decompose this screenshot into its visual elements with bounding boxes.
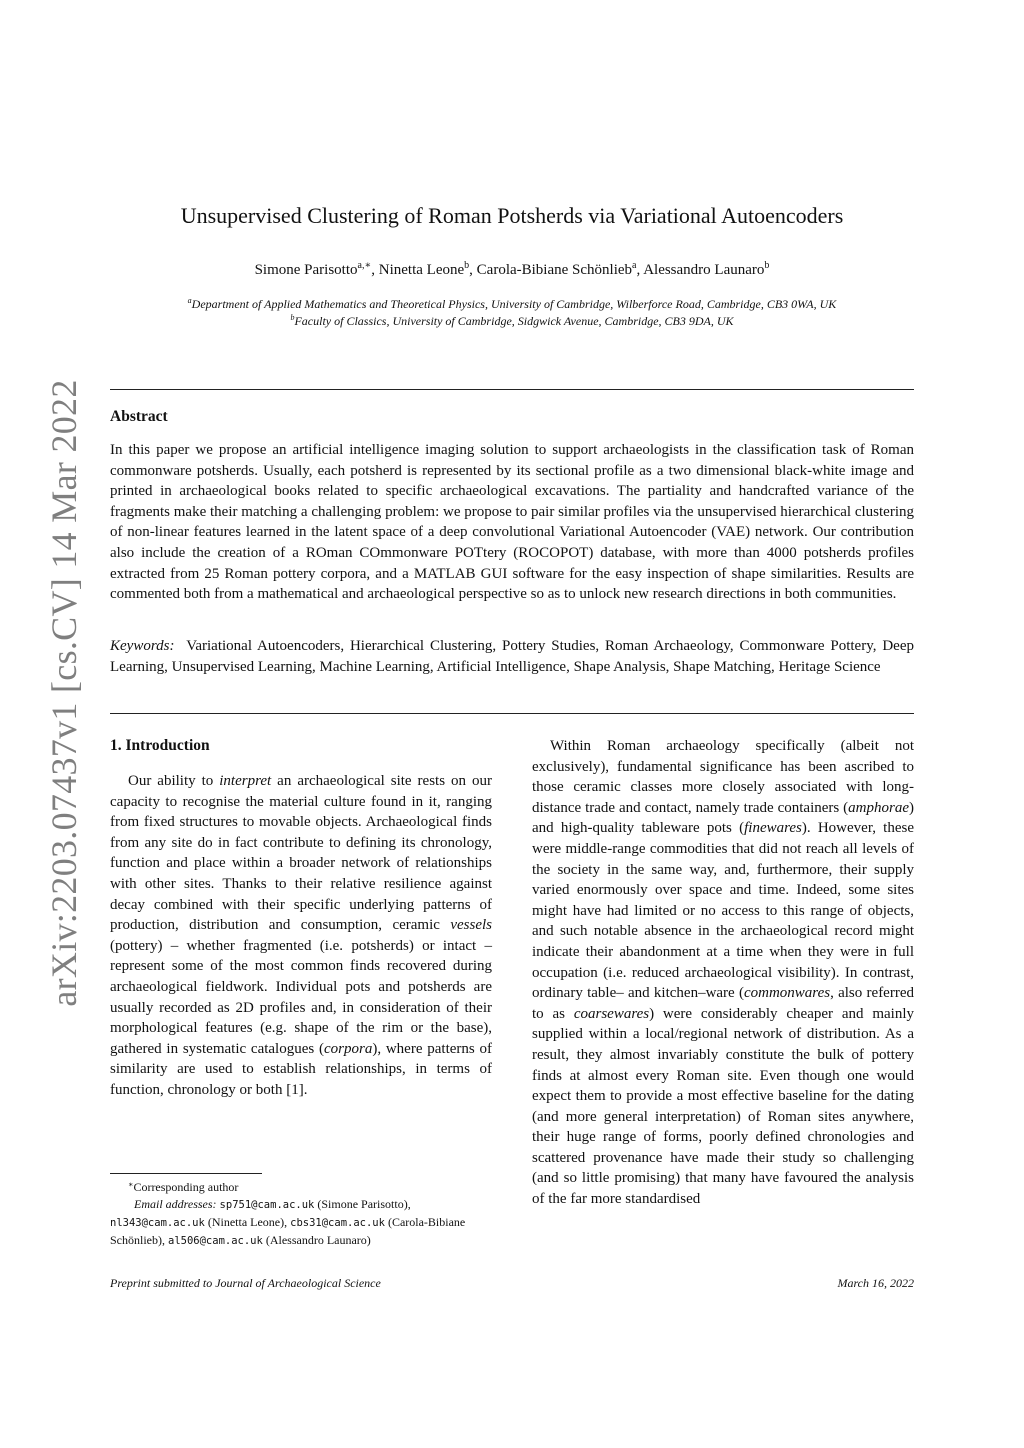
arxiv-stamp-text: arXiv:2203.07437v1 [cs.CV] 14 Mar 2022	[44, 379, 84, 1007]
affiliation-mark: b	[290, 313, 295, 322]
text-run: Within Roman archaeology specifically (albeit not exclusively), fundamental significance has been ascribed to those ceramic classes more closely associated with long-distance trade and contact, namely trade containers (	[532, 738, 914, 816]
keywords-text: Variational Autoencoders, Hierarchical Clustering, Pottery Studies, Roman Archaeology, Commonware Pottery, Deep Learning, Unsupervised Learning, Machine Learning, Artificial Intelligence, Shape Analysis, Shape Matching, Heritage Science	[110, 638, 914, 675]
divider-bottom	[110, 713, 914, 714]
emphasis-run: commonwares	[743, 985, 831, 1002]
email-person: (Ninetta Leone),	[207, 1215, 288, 1229]
email-person: (Simone Parisotto),	[317, 1197, 411, 1211]
text-run: (pottery) – whether fragmented (i.e. potsherds) or intact – represent some of the most common finds recovered during archaeological fieldwork. Individual pots and potsherds are usually recorded as 2D profiles and, in consideration of their morphological features (e.g. shape of the rim or the base), gathered in systematic catalogues (	[110, 937, 492, 1057]
email-link[interactable]: nl343@cam.ac.uk	[110, 1217, 205, 1229]
affiliation-a	[0, 297, 1024, 312]
author-affil-mark: b	[764, 260, 770, 271]
text-run: an archaeological site rests on our capacity to recognise the material culture found in it, ranging from fixed structures to movable objects. Archaeological finds from any site do in fact contribute to defining its chronology, function and place within a broader network of relationships with other sites. Thanks to their relative resilience against decay combined with their specific underlying patterns of production, distribution and consumption, ceramic	[110, 773, 493, 934]
emphasis-run: corpora	[323, 1040, 373, 1057]
author-affil-mark: b	[464, 260, 470, 271]
email-person: (Carola-Bibiane Schönlieb),	[110, 1215, 466, 1247]
author-name: Carola-Bibiane Schönlieb	[476, 262, 633, 278]
keywords-label: Keywords:	[110, 638, 175, 654]
email-link[interactable]: sp751@cam.ac.uk	[219, 1199, 315, 1211]
text-run: ) and high-quality tableware pots (	[532, 799, 914, 837]
author-affil-mark: a	[632, 260, 637, 271]
section-heading-introduction: 1. Introduction	[110, 737, 210, 754]
preprint-note: Preprint submitted to Journal of Archaeological Science	[110, 1276, 381, 1290]
author-name: Ninetta Leone	[378, 262, 465, 278]
affiliation-b	[0, 314, 1024, 329]
preprint-date: March 16, 2022	[837, 1276, 914, 1290]
footnote-rule	[110, 1173, 262, 1174]
affiliation-mark: a	[187, 296, 192, 305]
footnote-corresponding	[110, 1179, 492, 1196]
footnote	[110, 1179, 492, 1250]
email-link[interactable]: cbs31@cam.ac.uk	[290, 1217, 385, 1229]
divider-top	[110, 389, 914, 390]
text-run: ), where patterns of similarity are used to establish relationships, in terms of function, chronology or both [1].	[110, 1040, 492, 1098]
email-label: Email addresses:	[134, 1197, 217, 1211]
intro-paragraph-left	[110, 771, 492, 1101]
emphasis-run: vessels	[450, 917, 492, 934]
author-affil-mark: a,∗	[357, 260, 372, 271]
abstract-text: In this paper we propose an artificial intelligence imaging solution to support archaeologists in the classification task of Roman commonware potsherds. Usually, each potsherd is represented by its sectional profile as a two dimensional black-white image and printed in archaeological books related to specific archaeological excavations. The partiality and handcrafted variance of the fragments make their matching a challenging problem: we propose to pair similar profiles via the unsupervised hierarchical clustering of non-linear features learned in the latent space of a deep convolutional Variational Autoencoder (VAE) network. Our contribution also include the creation of a ROman COmmonware POTtery (ROCOPOT) database, with more than 4000 potsherds profiles extracted from 25 Roman pottery corpora, and a MATLAB GUI software for the easy inspection of shape similarities. Results are commented both from a mathematical and archaeological perspective so as to unlock new research directions in both communities.	[110, 442, 914, 603]
affiliation-text: Department of Applied Mathematics and Theoretical Physics, University of Cambridge, Wilberforce Road, Cambridge, CB3 0WA, UK	[191, 297, 837, 311]
affiliation-text: Faculty of Classics, University of Cambridge, Sidgwick Avenue, Cambridge, CB3 9DA, UK	[294, 314, 734, 328]
email-person: (Alessandro Launaro)	[265, 1233, 371, 1247]
paper-title: Unsupervised Clustering of Roman Potsherds via Variational Autoencoders	[180, 203, 844, 228]
abstract-heading: Abstract	[110, 408, 168, 425]
author-list: Simone Parisotto$^{a,∗}$, Ninetta Leone$^b$, Carola-Bibiane Schönlieb$^a$, Alessandro Launaro$^b$	[254, 260, 770, 278]
text-run: ). However, these were middle-range commodities that did not reach all levels of the society in the same way, and, furthermore, their supply varied enormously over space and time. Indeed, some sites might have had limited or no access to this range of objects, and such notable absence in the archaeological record might indicate their abandonment at a time when they were in full occupation (i.e. reduced archaeological visibility). In contrast, ordinary table– and kitchen–ware (	[532, 820, 914, 1002]
text-run: Our ability to	[128, 773, 220, 789]
emphasis-run: coarsewares	[573, 1005, 650, 1022]
intro-paragraph-right	[532, 736, 914, 1210]
author-name: Alessandro Launaro	[643, 262, 765, 278]
emphasis-run: amphorae	[848, 799, 909, 816]
email-link[interactable]: al506@cam.ac.uk	[168, 1235, 263, 1247]
text-run: , also referred to as	[532, 985, 914, 1022]
keywords	[110, 636, 914, 677]
footnote-corresponding-text: Corresponding author	[133, 1180, 239, 1194]
text-run: ) were considerably cheaper and mainly supplied within a local/regional network of distribution. As a result, they almost invariably constitute the bulk of pottery finds at almost every Roman site. Even though one would expect them to provide a most effective baseline for the dating (and more general interpretation) of Roman sites anywhere, their huge range of forms, poorly defined chronologies and scattered provenance have made their study so challenging (and so little promising) that many have favoured the analysis of the far more standardised	[532, 1005, 914, 1208]
footnote-emails	[110, 1196, 492, 1250]
author-name: Simone Parisotto	[254, 262, 358, 278]
footnote-mark: ∗	[128, 1180, 134, 1189]
emphasis-run: finewares	[744, 820, 802, 837]
emphasis-run: interpret	[219, 773, 272, 789]
